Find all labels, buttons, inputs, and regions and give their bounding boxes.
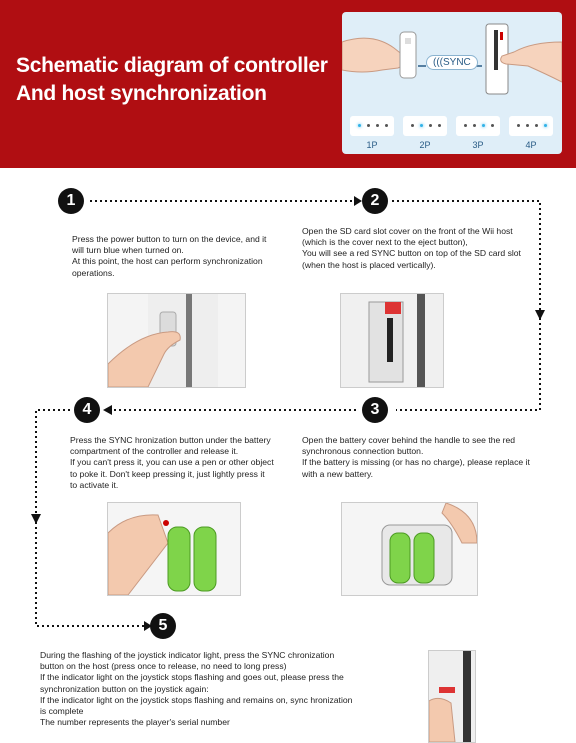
host-sync-photo bbox=[428, 650, 476, 743]
step-5-text bbox=[40, 650, 420, 728]
step-4-line: to poke it. Don't keep pressing it, just lightly press it bbox=[70, 468, 265, 479]
step-2-badge: 2 bbox=[362, 188, 388, 214]
title-line-1: Schematic diagram of controller bbox=[16, 54, 328, 77]
step-3-badge: 3 bbox=[362, 397, 388, 423]
step-5-line: is complete bbox=[40, 706, 84, 717]
battery-icon bbox=[108, 503, 240, 595]
player-label: 2P bbox=[419, 140, 431, 150]
step-5-line: If the indicator light on the joystick stops flashing and goes out, please press the bbox=[40, 672, 344, 683]
step-5-line: button on the host (press once to release, no need to long press) bbox=[40, 661, 287, 672]
step-3-line: Open the battery cover behind the handle to see the red bbox=[302, 435, 516, 445]
step-2-text bbox=[302, 226, 572, 271]
step-2-line: Open the SD card slot cover on the front of the Wii host bbox=[302, 226, 513, 236]
step-1-line: operations. bbox=[72, 267, 115, 278]
step-1-badge: 1 bbox=[58, 188, 84, 214]
player-label: 3P bbox=[472, 140, 484, 150]
step-4-line: compartment of the controller and release it. bbox=[70, 446, 239, 457]
sync-label: (((SYNC bbox=[426, 55, 478, 70]
console-slot-icon bbox=[341, 294, 443, 387]
step-4-line: Press the SYNC hronization button under the battery bbox=[70, 435, 271, 445]
step-5-line: The number represents the player's serial number bbox=[40, 717, 230, 728]
step-3-line: with a new battery. bbox=[302, 468, 374, 479]
player-label: 4P bbox=[525, 140, 537, 150]
step-4-line: to activate it. bbox=[70, 479, 119, 490]
sync-button-icon bbox=[429, 651, 475, 742]
step-1-text bbox=[72, 234, 292, 279]
hand-press-icon bbox=[108, 294, 245, 387]
step-2-line: (when the host is placed vertically). bbox=[302, 259, 436, 270]
step-3-line: If the battery is missing (or has no charge), please replace it bbox=[302, 457, 530, 468]
step-2-line: (which is the cover next to the eject button), bbox=[302, 237, 468, 248]
battery-icon bbox=[342, 503, 477, 595]
step-3-line: synchronous connection button. bbox=[302, 446, 424, 457]
step-4-line: If you can't press it, you can use a pen or other object bbox=[70, 457, 274, 468]
step-1-line: At this point, the host can perform synchronization bbox=[72, 256, 263, 267]
step-5-line: During the flashing of the joystick indicator light, press the SYNC chronization bbox=[40, 650, 335, 660]
sd-slot-photo bbox=[340, 293, 444, 388]
step-4-badge: 4 bbox=[74, 397, 100, 423]
step-1-line: will turn blue when turned on. bbox=[72, 245, 184, 256]
player-label: 1P bbox=[366, 140, 378, 150]
step-1-line: Press the power button to turn on the device, and it bbox=[72, 234, 267, 244]
step-3-text bbox=[302, 435, 572, 480]
step-5-line: If the indicator light on the joystick stops flashing and remains on, sync hronization bbox=[40, 694, 353, 705]
step-5-line: synchronization button on the joystick again: bbox=[40, 683, 209, 694]
title-line-2: And host synchronization bbox=[16, 82, 267, 105]
step-5-badge: 5 bbox=[150, 613, 176, 639]
power-button-photo bbox=[107, 293, 246, 388]
controller-battery-photo-2 bbox=[341, 502, 478, 596]
step-2-line: You will see a red SYNC button on top of the SD card slot bbox=[302, 248, 521, 259]
step-4-text bbox=[70, 435, 290, 491]
controller-battery-photo-1 bbox=[107, 502, 241, 596]
